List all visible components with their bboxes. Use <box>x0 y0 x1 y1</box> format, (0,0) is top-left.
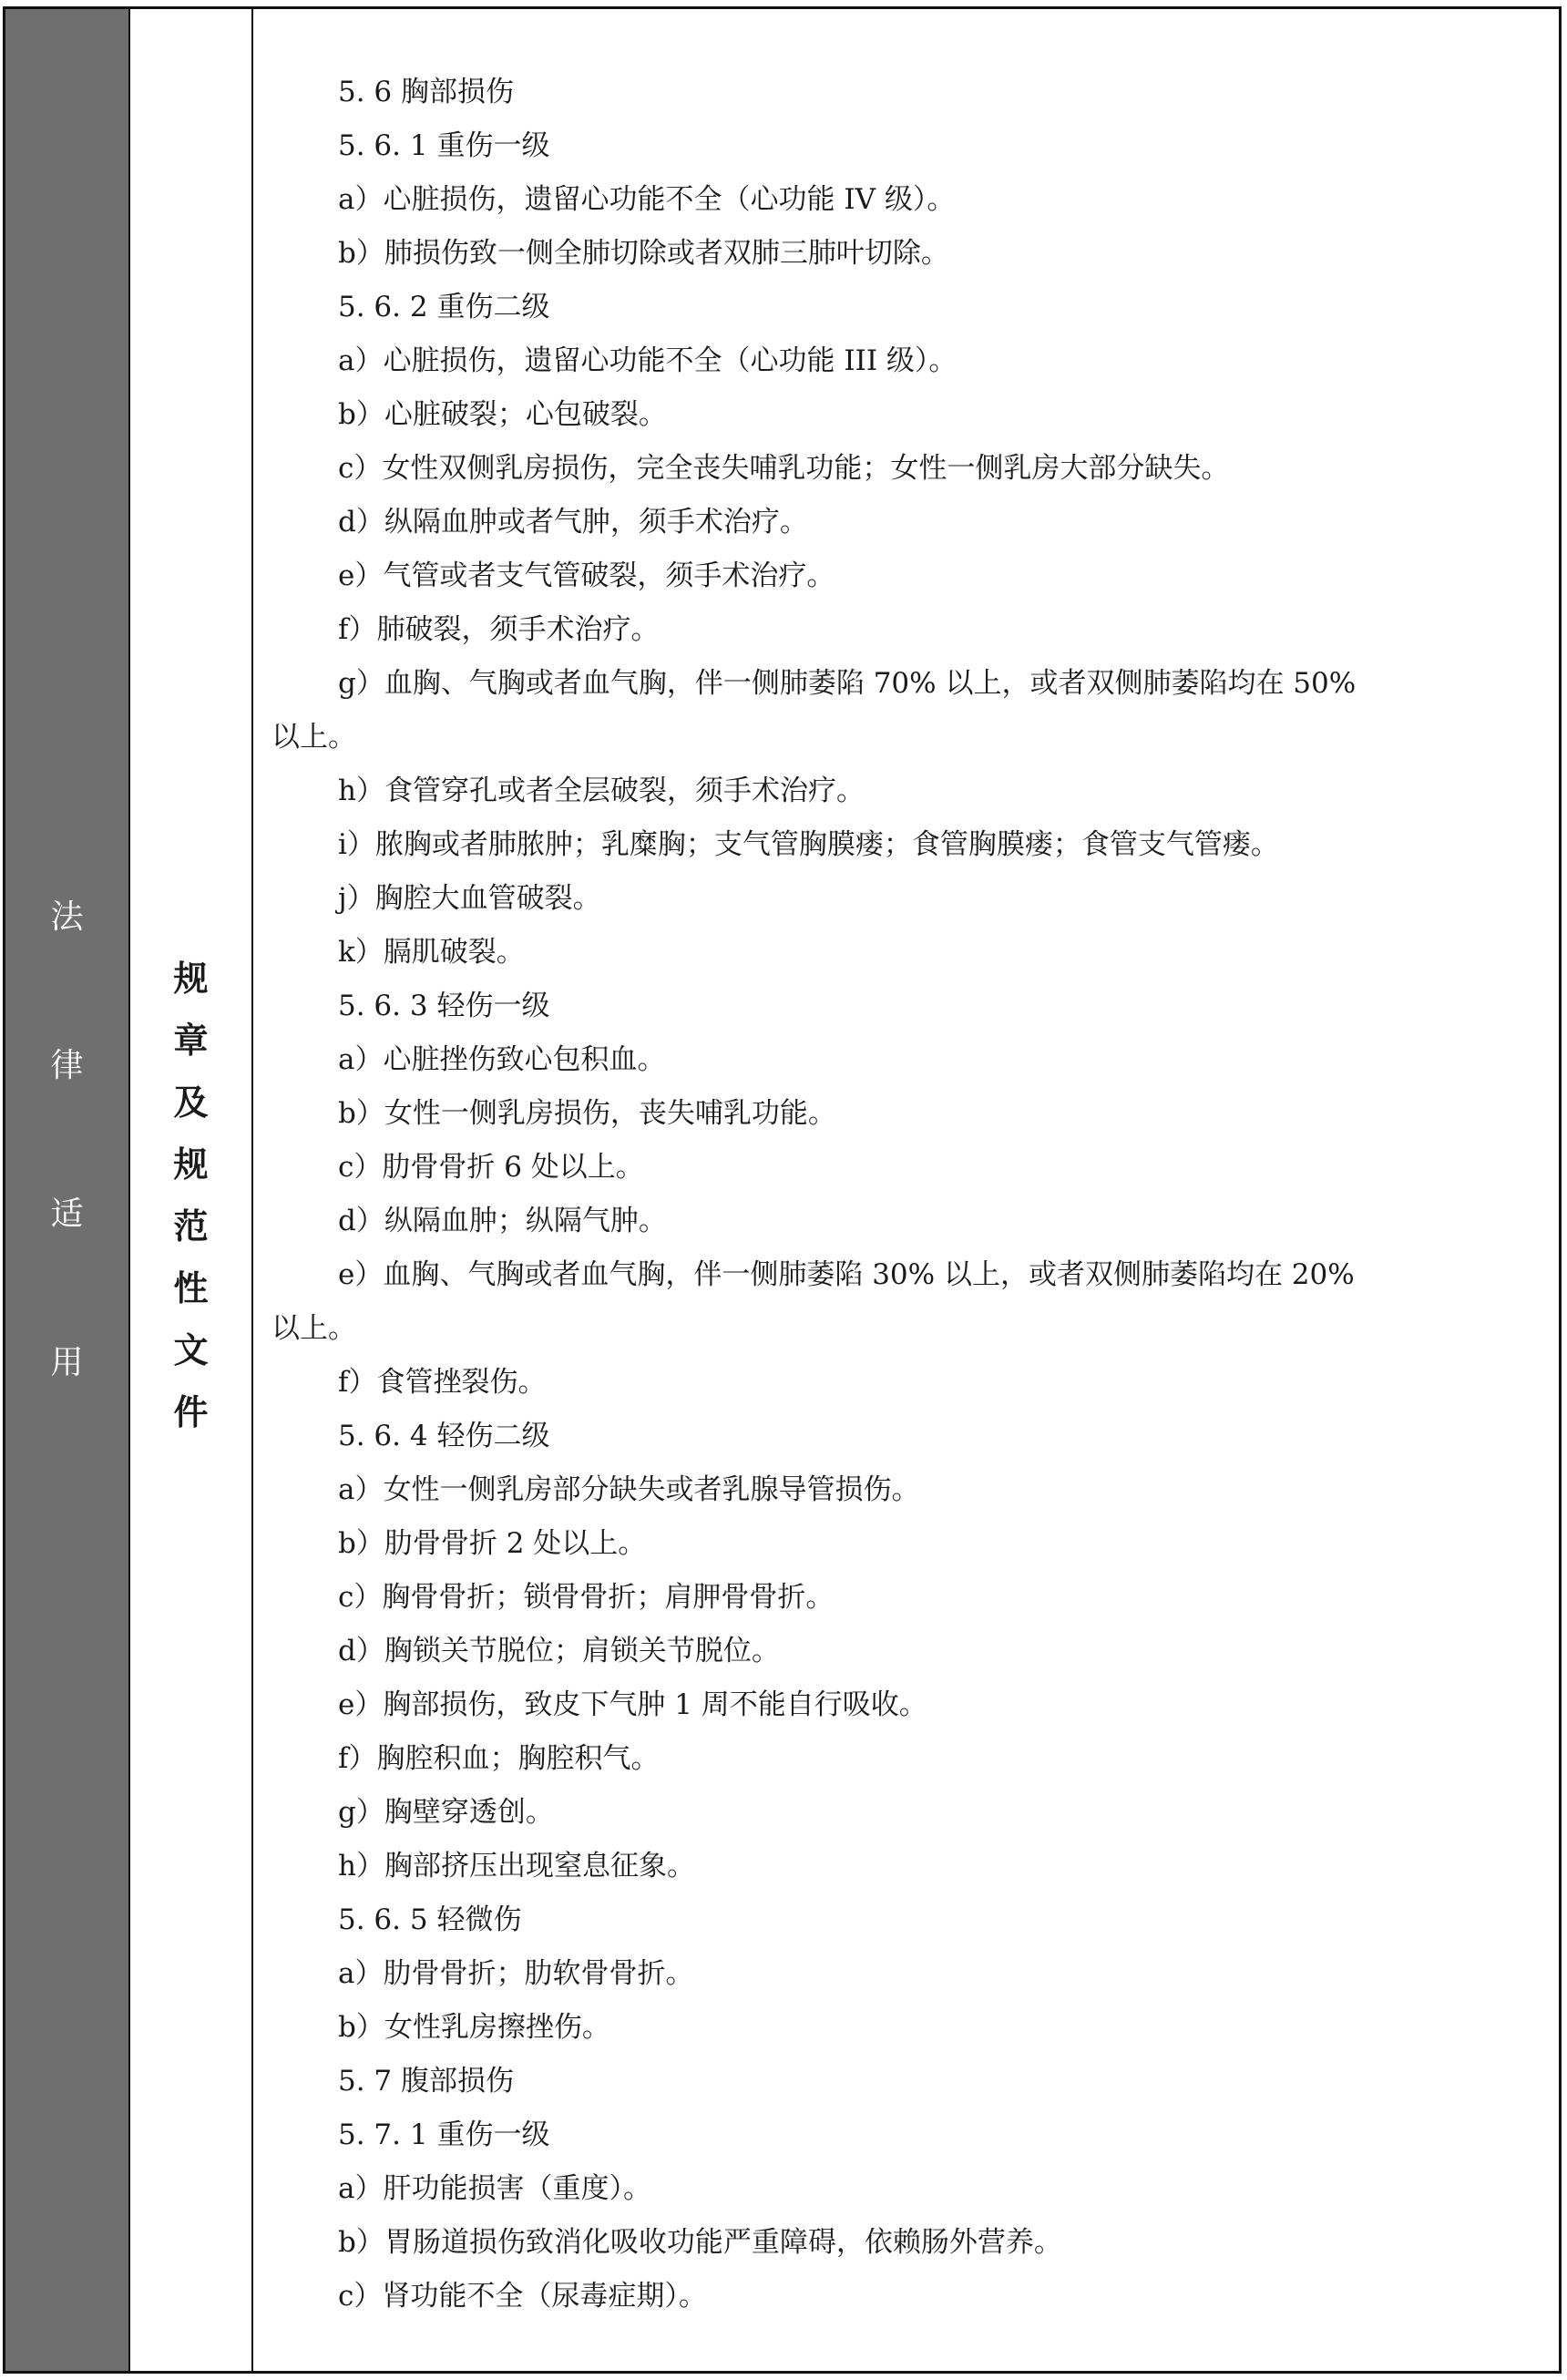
subcategory-label-char: 规 <box>173 959 209 999</box>
subcategory-label-char: 范 <box>173 1206 209 1246</box>
text-line: d）纵隔血肿或者气肿，须手术治疗。 <box>338 506 808 539</box>
text-line: f）食管挫裂伤。 <box>338 1366 547 1399</box>
text-line: c）女性双侧乳房损伤，完全丧失哺乳功能；女性一侧乳房大部分缺失。 <box>338 452 1230 485</box>
subcategory-label-char: 件 <box>173 1392 209 1432</box>
text-line: b）女性乳房擦挫伤。 <box>338 2011 610 2044</box>
text-line: e）胸部损伤，致皮下气肿 1 周不能自行吸收。 <box>338 1688 927 1721</box>
subcategory-label-char: 文 <box>173 1330 209 1370</box>
text-line: a）心脏损伤，遗留心功能不全（心功能 IV 级）。 <box>338 183 956 216</box>
text-line: f）肺破裂，须手术治疗。 <box>338 613 660 646</box>
subcategory-column <box>130 9 253 2371</box>
text-line: i）脓胸或者肺脓肿；乳糜胸；支气管胸膜瘘；食管胸膜瘘；食管支气管瘘。 <box>338 828 1279 861</box>
subcategory-label-char: 章 <box>173 1021 209 1061</box>
text-line: c）肾功能不全（尿毒症期）。 <box>338 2280 707 2313</box>
text-line: k）膈肌破裂。 <box>338 936 525 969</box>
subcategory-label-char: 及 <box>173 1082 209 1123</box>
text-line: b）女性一侧乳房损伤，丧失哺乳功能。 <box>338 1097 836 1130</box>
text-line: a）心脏挫伤致心包积血。 <box>338 1043 666 1076</box>
text-line: 5. 6. 1 重伤一级 <box>338 129 550 162</box>
text-line: 5. 6. 5 轻微伤 <box>338 1903 522 1936</box>
category-label-char: 法 <box>50 898 84 936</box>
text-line: a）心脏损伤，遗留心功能不全（心功能 III 级）。 <box>338 344 958 377</box>
text-line: 5. 6. 4 轻伤二级 <box>338 1420 550 1452</box>
text-line: c）胸骨骨折；锁骨骨折；肩胛骨骨折。 <box>338 1581 835 1614</box>
text-line: a）女性一侧乳房部分缺失或者乳腺导管损伤。 <box>338 1473 920 1506</box>
content-body <box>271 66 1552 2324</box>
text-line: 以上。 <box>271 721 356 754</box>
text-line: f）胸腔积血；胸腔积气。 <box>338 1742 660 1775</box>
content-column <box>253 9 1559 2371</box>
text-line: b）肋骨骨折 2 处以上。 <box>338 1527 647 1560</box>
text-line: b）肺损伤致一侧全肺切除或者双肺三肺叶切除。 <box>338 237 949 270</box>
text-line: 5. 7. 1 重伤一级 <box>338 2118 550 2151</box>
text-line: 5. 7 腹部损伤 <box>338 2065 515 2098</box>
text-line: b）胃肠道损伤致消化吸收功能严重障碍，依赖肠外营养。 <box>338 2226 1062 2259</box>
text-line: 5. 6. 3 轻伤一级 <box>338 990 550 1022</box>
subcategory-label <box>130 957 251 1452</box>
text-line: d）纵隔血肿；纵隔气肿。 <box>338 1205 667 1237</box>
text-line: g）胸壁穿透创。 <box>338 1796 554 1829</box>
text-line: j）胸腔大血管破裂。 <box>338 882 601 915</box>
document-table <box>3 6 1562 2374</box>
text-line: 5. 6 胸部损伤 <box>338 76 515 108</box>
text-line: d）胸锁关节脱位；肩锁关节脱位。 <box>338 1635 780 1667</box>
category-label-char: 律 <box>50 1047 84 1084</box>
text-line: 5. 6. 2 重伤二级 <box>338 291 550 323</box>
text-line: h）胸部挤压出现窒息征象。 <box>338 1850 695 1882</box>
text-line: e）血胸、气胸或者血气胸，伴一侧肺萎陷 30% 以上，或者双侧肺萎陷均在 20% <box>338 1258 1355 1291</box>
text-line: 以上。 <box>271 1312 356 1345</box>
text-line: h）食管穿孔或者全层破裂，须手术治疗。 <box>338 775 865 807</box>
category-label-char: 适 <box>50 1195 84 1233</box>
text-line: a）肝功能损害（重度）。 <box>338 2172 651 2205</box>
text-line: b）心脏破裂；心包破裂。 <box>338 398 667 431</box>
category-column <box>5 9 130 2371</box>
category-label-char: 用 <box>50 1344 84 1381</box>
subcategory-label-char: 性 <box>173 1268 209 1308</box>
text-line: a）肋骨骨折；肋软骨骨折。 <box>338 1957 694 1990</box>
text-line: g）血胸、气胸或者血气胸，伴一侧肺萎陷 70% 以上，或者双侧肺萎陷均在 50% <box>338 667 1357 700</box>
text-line: e）气管或者支气管破裂，须手术治疗。 <box>338 559 835 592</box>
text-line: c）肋骨骨折 6 处以上。 <box>338 1151 644 1184</box>
category-label <box>5 898 128 1492</box>
subcategory-label-char: 规 <box>173 1144 209 1185</box>
